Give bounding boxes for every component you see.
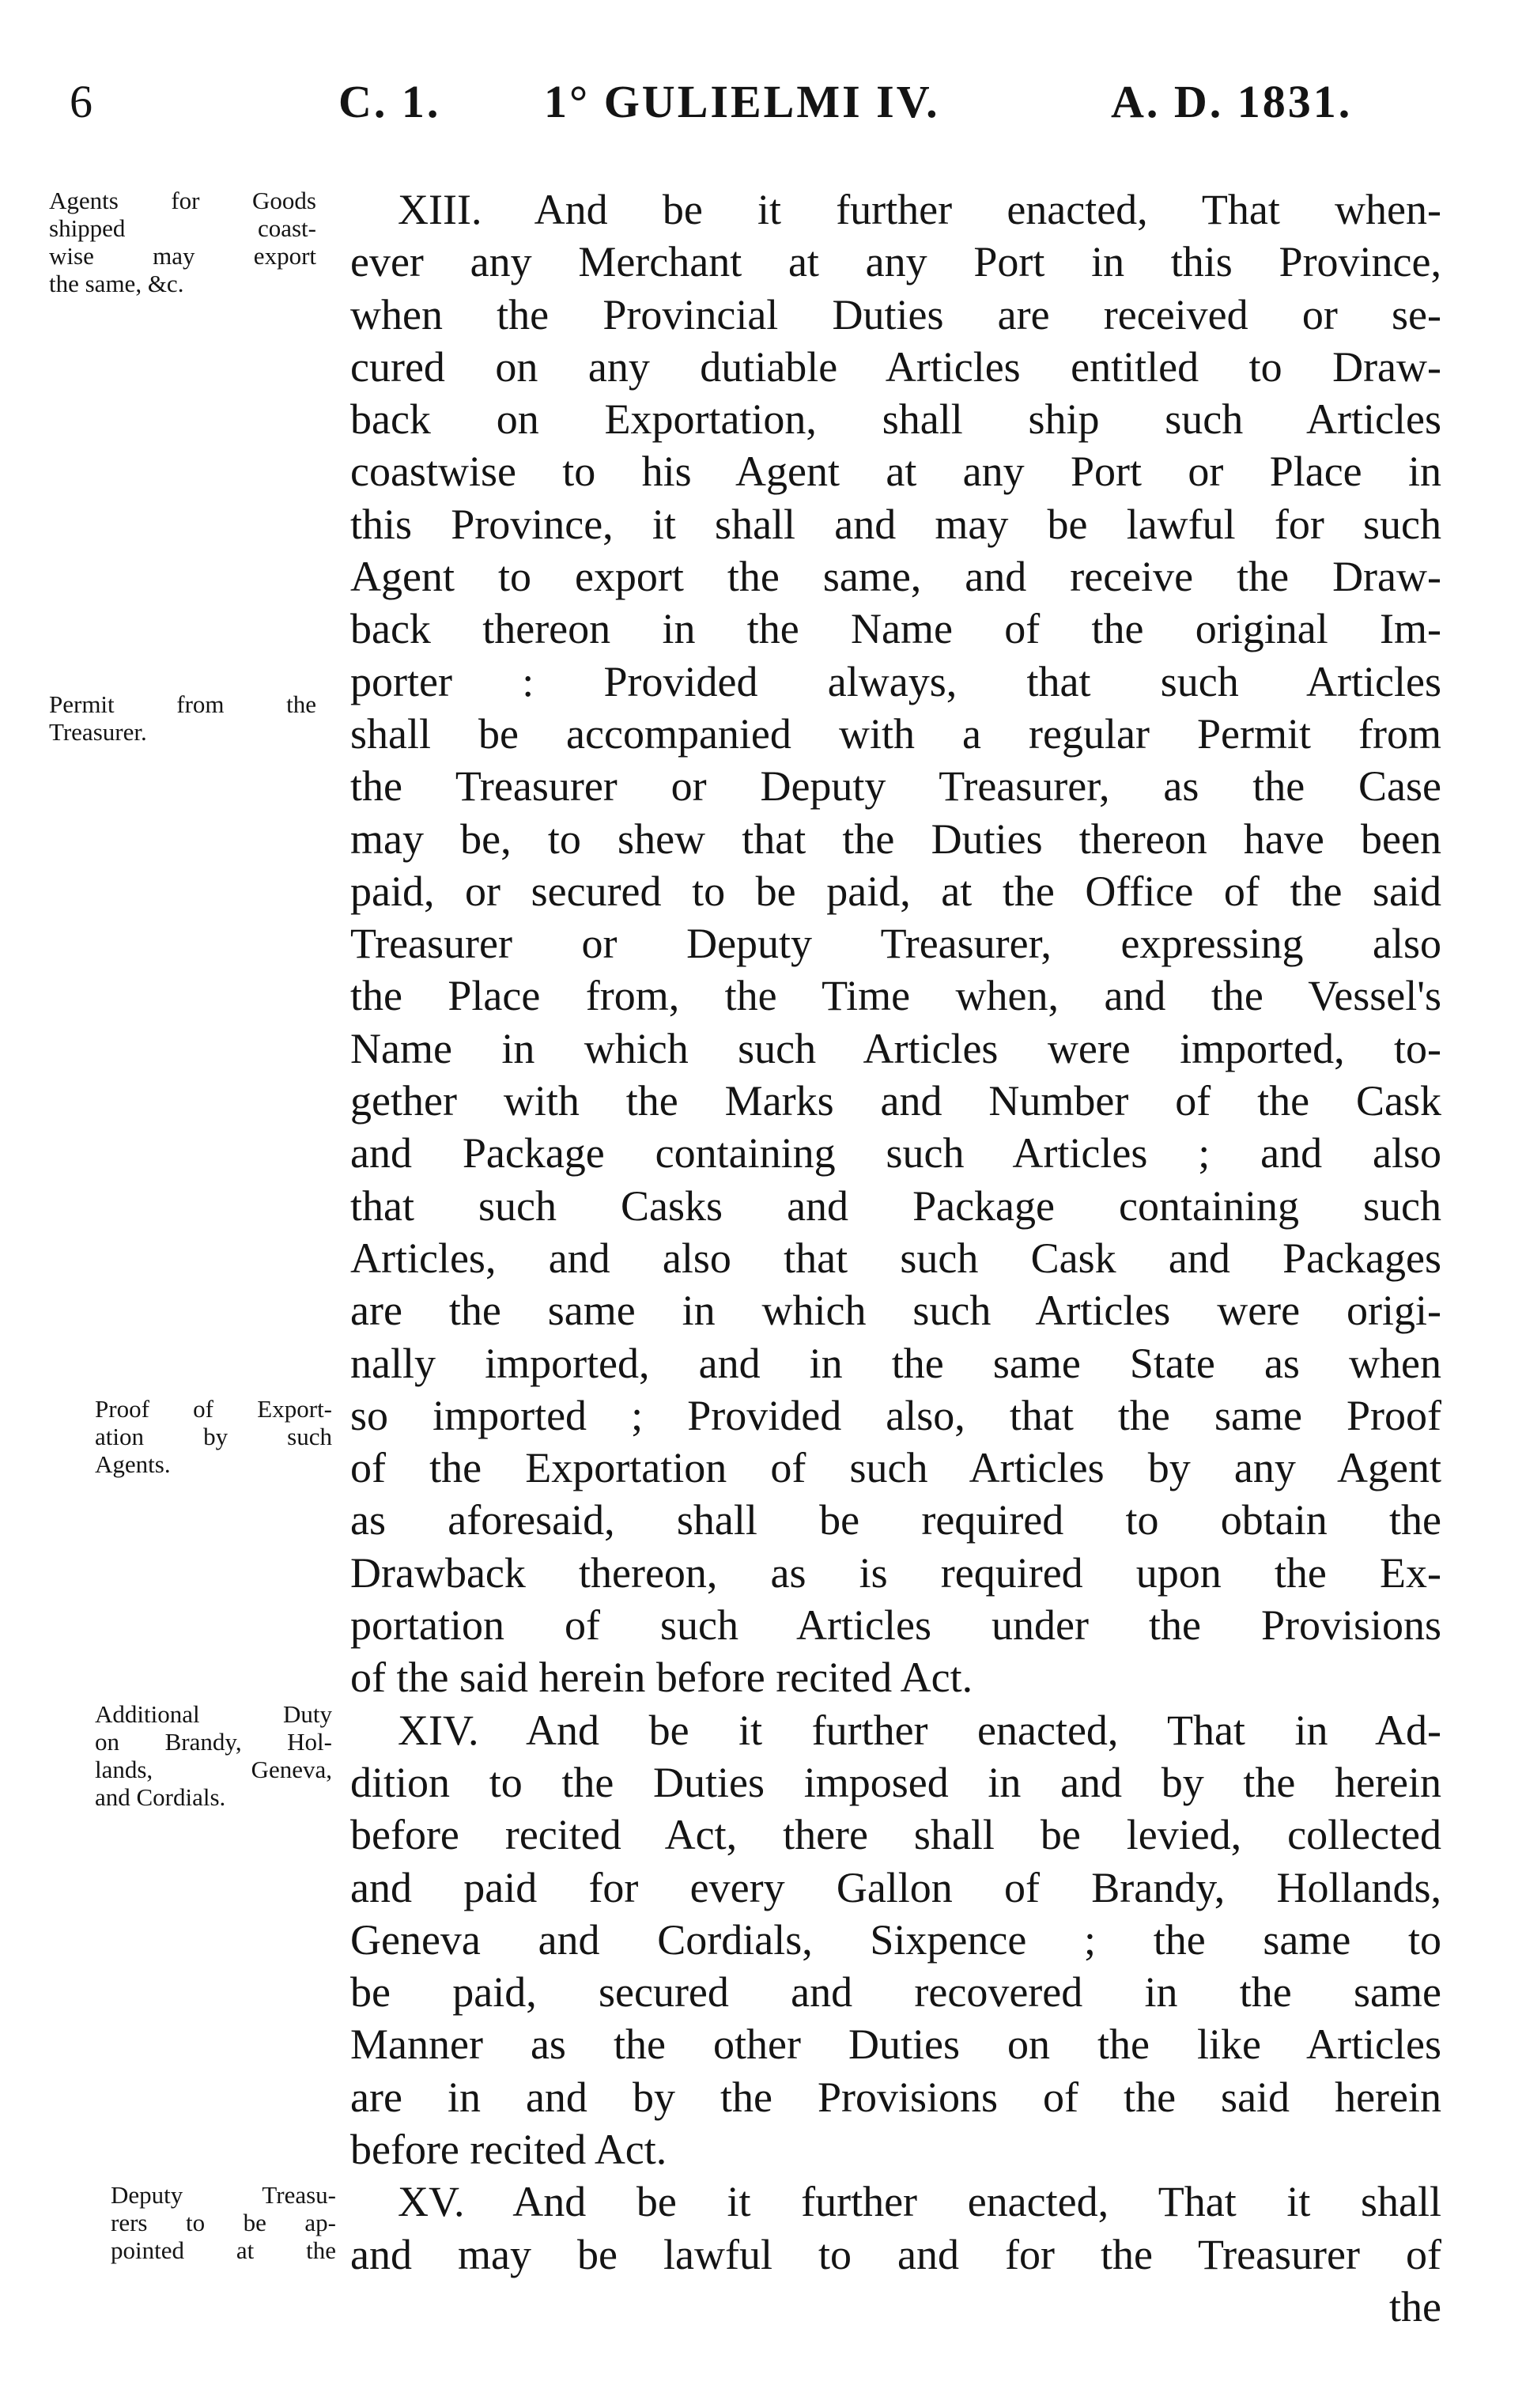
margin-note-deputy-treasurers [111, 2181, 336, 2264]
body-line: and Package containing such Articles ; and also [350, 1129, 1441, 1178]
body-line: gether with the Marks and Number of the Cask [350, 1077, 1441, 1125]
margin-note-line: lands, Geneva, [95, 1756, 332, 1783]
body-line: Agent to export the same, and receive the Draw- [350, 553, 1441, 601]
body-line: cured on any dutiable Articles entitled to Draw- [350, 342, 1441, 391]
margin-note-line: wise may export [49, 242, 316, 270]
body-line: are the same in which such Articles were origi- [350, 1287, 1441, 1335]
body-line: when the Provincial Duties are received or se- [350, 290, 1441, 338]
body-line: Drawback thereon, as is required upon the Ex- [350, 1548, 1441, 1597]
margin-note-line: rers to be ap- [111, 2209, 336, 2236]
body-line: porter : Provided always, that such Articles [350, 657, 1441, 705]
regnal-year: 1° GULIELMI IV. [544, 76, 940, 127]
margin-note-line: Agents for Goods [49, 187, 316, 214]
margin-note-agents [49, 187, 316, 297]
running-header [0, 75, 1526, 138]
body-line: may be, to shew that the Duties thereon have been [350, 815, 1441, 863]
body-line: ever any Merchant at any Port in this Province, [350, 238, 1441, 286]
margin-note-proof [95, 1395, 332, 1478]
body-line: coastwise to his Agent at any Port or Place in [350, 448, 1441, 496]
anno-domini: A. D. 1831. [1111, 76, 1353, 127]
body-line: and may be lawful to and for the Treasurer of [350, 2230, 1441, 2278]
body-line: Manner as the other Duties on the like Articles [350, 2021, 1441, 2069]
catchword: the [1389, 2282, 1441, 2331]
margin-note-line: Treasurer. [49, 718, 147, 746]
statute-text [350, 183, 1441, 2333]
body-line: before recited Act. [350, 2125, 667, 2173]
body-line: the Place from, the Time when, and the Vessel's [350, 972, 1441, 1020]
margin-note-line: Permit from the [49, 690, 316, 718]
body-line: as aforesaid, shall be required to obtain the [350, 1496, 1441, 1544]
margin-note-line: ation by such [95, 1423, 332, 1450]
body-line: back thereon in the Name of the original Im- [350, 605, 1441, 653]
margin-note-permit [49, 690, 316, 746]
body-line: shall be accompanied with a regular Permit from [350, 709, 1441, 758]
body-line: nally imported, and in the same State as when [350, 1339, 1441, 1387]
margin-note-line: and Cordials. [95, 1783, 226, 1811]
body-line: the Treasurer or Deputy Treasurer, as the Case [350, 762, 1441, 811]
body-line: are in and by the Provisions of the said herein [350, 2073, 1441, 2121]
chapter-number: C. 1. [338, 76, 441, 127]
body-line: Geneva and Cordials, Sixpence ; the same to [350, 1915, 1441, 1964]
body-line: dition to the Duties imposed in and by the herein [350, 1758, 1441, 1806]
body-line: XIII. And be it further enacted, That when- [398, 186, 1441, 233]
margin-note-line: pointed at the [111, 2236, 336, 2264]
body-line: before recited Act, there shall be levied, collected [350, 1811, 1441, 1859]
body-line: Treasurer or Deputy Treasurer, expressing also [350, 920, 1441, 968]
body-line: of the said herein before recited Act. [350, 1654, 973, 1702]
margin-note-line: Additional Duty [95, 1700, 332, 1728]
body-line: Name in which such Articles were imported, to- [350, 1024, 1441, 1072]
body-line: be paid, secured and recovered in the same [350, 1968, 1441, 2017]
page-number: 6 [70, 76, 95, 127]
margin-note-line: Agents. [95, 1450, 171, 1478]
body-line: so imported ; Provided also, that the same Proof [350, 1391, 1441, 1439]
body-line: portation of such Articles under the Provisions [350, 1601, 1441, 1650]
body-line: back on Exportation, shall ship such Articles [350, 395, 1441, 444]
body-line: that such Casks and Package containing such [350, 1181, 1441, 1230]
margin-note-line: on Brandy, Hol- [95, 1728, 332, 1756]
body-line: this Province, it shall and may be lawful for such [350, 500, 1441, 548]
body-line: of the Exportation of such Articles by any Agent [350, 1444, 1441, 1492]
margin-note-line: Deputy Treasu- [111, 2181, 336, 2209]
margin-note-additional-duty [95, 1700, 332, 1811]
body-line: Articles, and also that such Cask and Packages [350, 1234, 1441, 1282]
margin-note-line: Proof of Export- [95, 1395, 332, 1423]
body-line: XV. And be it further enacted, That it shall [398, 2178, 1441, 2226]
body-line: XIV. And be it further enacted, That in Ad- [398, 1706, 1441, 1754]
body-line: paid, or secured to be paid, at the Office of the said [350, 867, 1441, 915]
margin-note-line: shipped coast- [49, 214, 316, 242]
body-line: and paid for every Gallon of Brandy, Hollands, [350, 1863, 1441, 1911]
margin-note-line: the same, &c. [49, 270, 184, 297]
